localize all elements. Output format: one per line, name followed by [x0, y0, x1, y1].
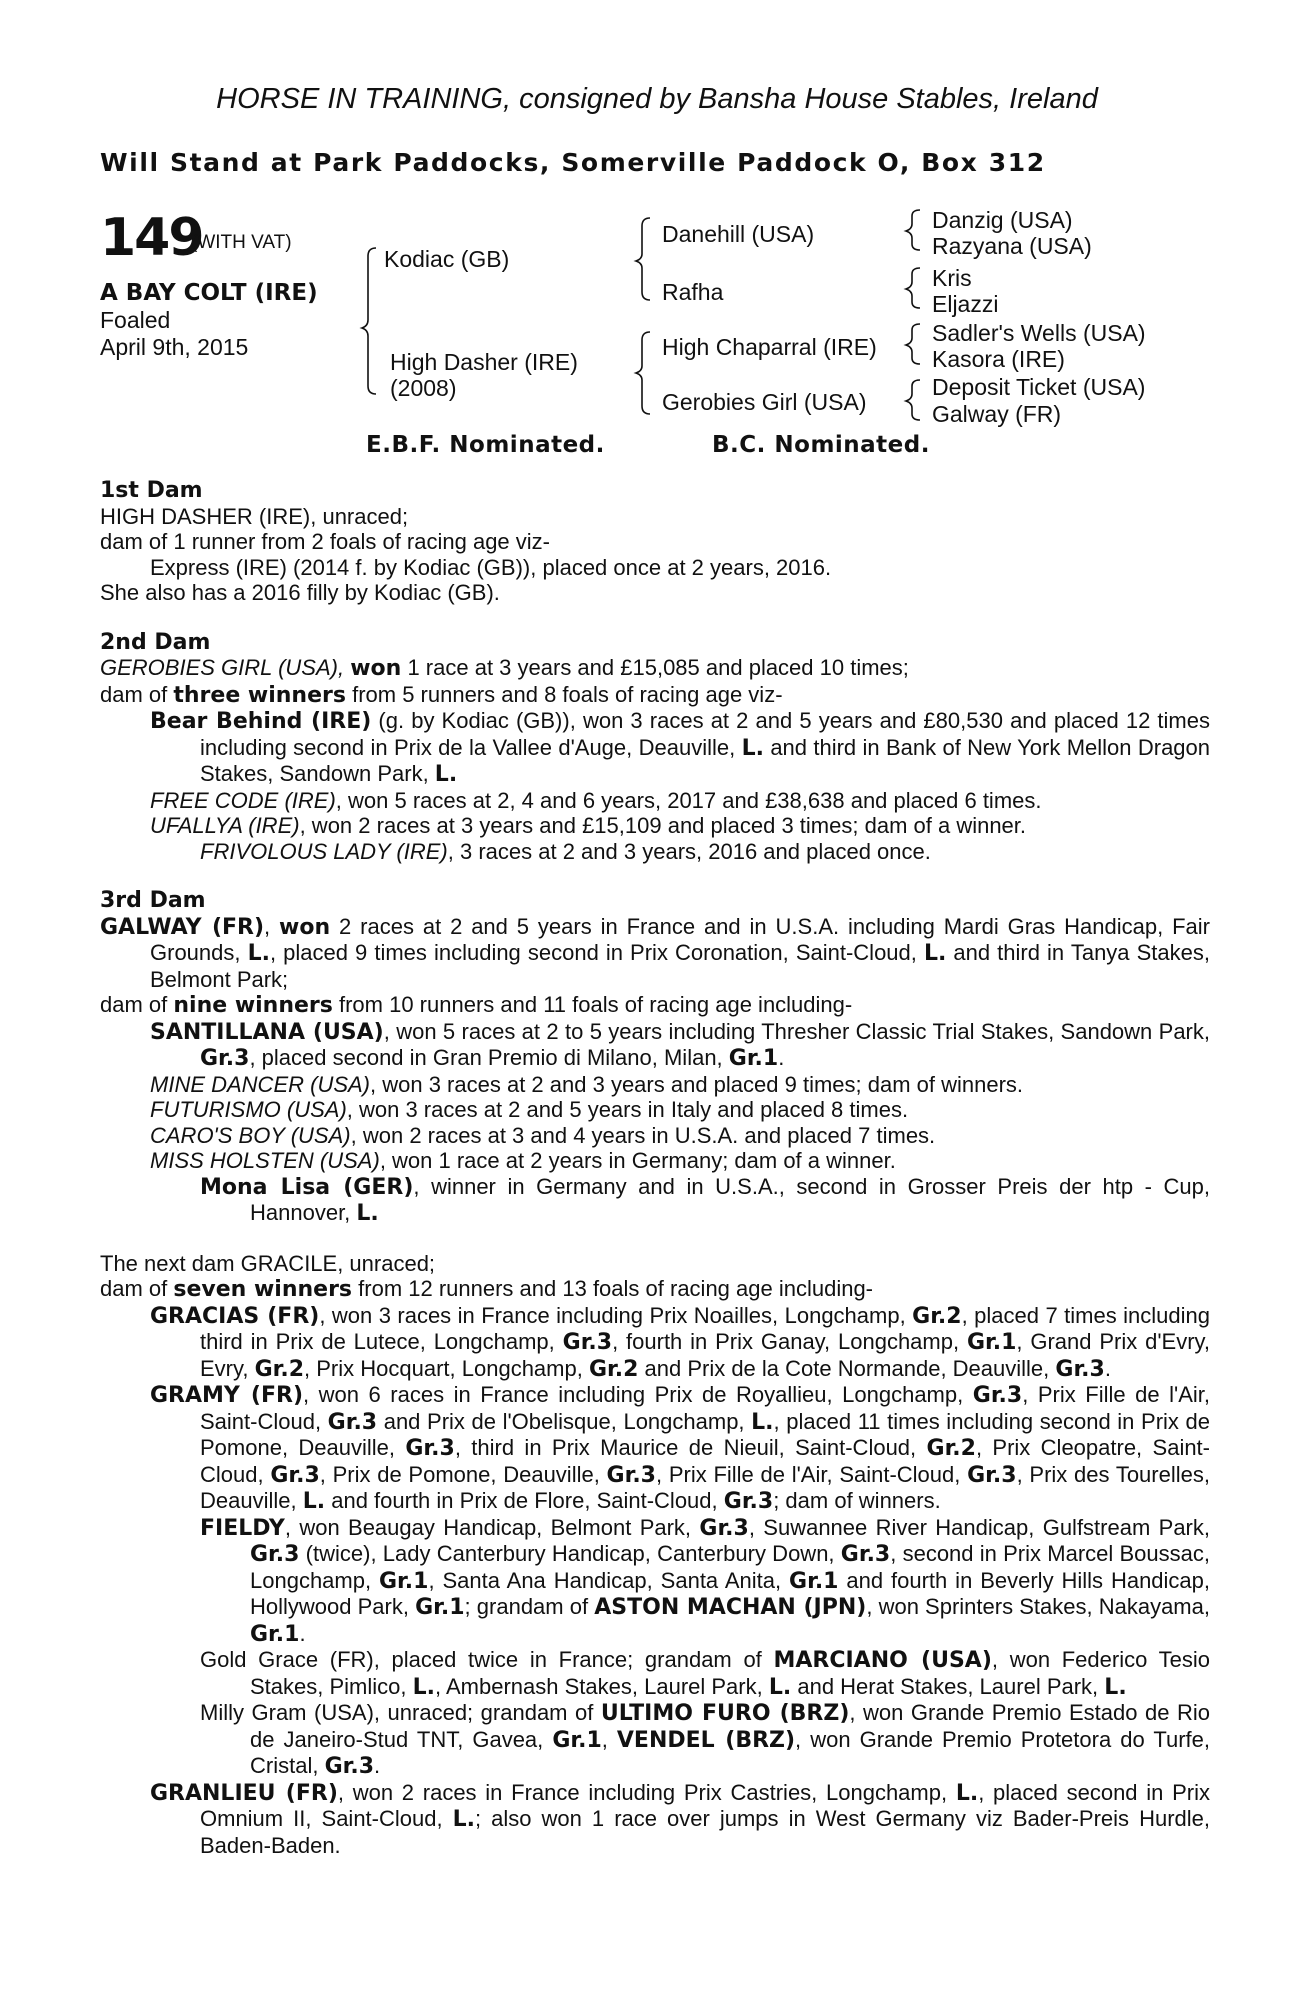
ggp-1: Razyana (USA): [932, 233, 1092, 259]
dam-year: (2008): [390, 375, 457, 401]
progeny-gracias: GRACIAS (FR), won 3 races in France including Prix Noailles, Longchamp, Gr.2, placed 7 times including third in Prix de Lutece, Longchamp, Gr.3, fourth in Prix Ganay, Longchamp, Gr.1, Grand Prix d'Evry, Evry, Gr.2, Prix Hocquart, Longchamp, Gr.2 and Prix de la Cote Normande, Deauville, Gr.3.: [150, 1302, 1210, 1382]
progeny-ufallya: UFALLYA (IRE), won 2 races at 3 years and £15,109 and placed 3 times; dam of a winner.: [150, 813, 1027, 838]
foaled-label: Foaled: [100, 307, 171, 333]
family-notes: [100, 478, 1210, 1858]
dam: High Dasher (IRE): [390, 349, 578, 375]
dam-sire: High Chaparral (IRE): [662, 334, 877, 360]
progeny-miss-holsten: MISS HOLSTEN (USA), won 1 race at 2 years in Germany; dam of a winner.: [150, 1148, 896, 1173]
stabling-location: Will Stand at Park Paddocks, Somerville Paddock O, Box 312: [100, 148, 1046, 177]
third-dam-galway: GALWAY (FR), won 2 races at 2 and 5 years in France and in U.S.A. including Mardi Gras Handicap, Fair Grounds, L., placed 9 times including second in Prix Coronation, Saint-Cloud, L. and third in Tanya Stakes, Belmont Park;: [100, 913, 1211, 992]
sire-sire: Danehill (USA): [662, 221, 815, 247]
third-dam-heading: 3rd Dam: [100, 888, 206, 913]
second-dam-line-2: dam of three winners from 5 runners and 8 foals of racing age viz-: [100, 681, 783, 708]
bracket-ggp2: [906, 268, 920, 308]
bracket-ggp1: [906, 210, 920, 250]
foaled-date: April 9th, 2015: [100, 334, 249, 360]
progeny-granlieu: GRANLIEU (FR), won 2 races in France including Prix Castries, Longchamp, L., placed second in Prix Omnium II, Saint-Cloud, L.; also won 1 race over jumps in West Germany viz Bader-Preis Hurdle, Baden-Baden.: [150, 1779, 1210, 1858]
progeny-mine-dancer: MINE DANCER (USA), won 3 races at 2 and 3 years and placed 9 times; dam of winners.: [150, 1071, 1024, 1097]
pedigree-brackets: [0, 0, 1314, 500]
vat-note: (WITH VAT): [191, 232, 292, 253]
bracket-ggp3: [906, 324, 920, 364]
progeny-futurismo: FUTURISMO (USA), won 3 races at 2 and 5 years in Italy and placed 8 times.: [150, 1097, 909, 1122]
bc-nomination: B.C. Nominated.: [712, 432, 930, 458]
bracket-sire: [636, 218, 650, 300]
first-dam-line-4: She also has a 2016 filly by Kodiac (GB).: [100, 580, 500, 605]
progeny-caros-boy: CARO'S BOY (USA), won 2 races at 3 and 4 years in U.S.A. and placed 7 times.: [150, 1122, 936, 1148]
ggp-0: Danzig (USA): [932, 207, 1073, 233]
grandprogeny-milly-gram: Milly Gram (USA), unraced; grandam of ULTIMO FURO (BRZ), won Grande Premio Estado de Rio de Janeiro-Stud TNT, Gavea, Gr.1, VENDEL (BRZ), won Grande Premio Protetora do Turfe, Cristal, Gr.3.: [200, 1700, 1210, 1779]
second-dam-line-1: GEROBIES GIRL (USA), won 1 race at 3 years and £15,085 and placed 10 times;: [100, 655, 909, 681]
progeny-santillana: SANTILLANA (USA), won 5 races at 2 to 5 years including Thresher Classic Trial Stakes, Sandown Park, Gr.3, placed second in Gran Premio di Milano, Milan, Gr.1.: [150, 1018, 1210, 1071]
ggp-2: Kris: [932, 265, 972, 291]
second-dam-heading: 2nd Dam: [100, 629, 211, 655]
progeny-bear-behind: Bear Behind (IRE) (g. by Kodiac (GB)), won 3 races at 2 and 5 years and £80,530 and placed 12 times including second in Prix de la Vallee d'Auge, Deauville, L. and third in Bank of New York Mellon Dragon Stakes, Sandown Park, L.: [150, 708, 1211, 787]
consignor-header: HORSE IN TRAINING, consigned by Bansha House Stables, Ireland: [216, 83, 1098, 115]
ebf-nomination: E.B.F. Nominated.: [366, 432, 605, 458]
ggp-4: Sadler's Wells (USA): [932, 320, 1146, 346]
ggp-6: Deposit Ticket (USA): [932, 374, 1146, 400]
bracket-dam: [636, 332, 650, 414]
ggp-5: Kasora (IRE): [932, 346, 1065, 372]
lot-number: 149: [100, 208, 203, 268]
first-dam-heading: 1st Dam: [100, 478, 203, 503]
grandprogeny-gold-grace: Gold Grace (FR), placed twice in France; grandam of MARCIANO (USA), won Federico Tesio Stakes, Pimlico, L., Ambernash Stakes, Laurel Park, L. and Herat Stakes, Laurel Park, L.: [200, 1647, 1210, 1700]
first-dam-line-1: HIGH DASHER (IRE), unraced;: [100, 503, 409, 529]
bracket-ggp4: [906, 380, 920, 420]
third-dam-produce: dam of nine winners from 10 runners and 11 foals of racing age including-: [100, 992, 853, 1018]
next-dam-produce: dam of seven winners from 12 runners and 13 foals of racing age including-: [100, 1276, 874, 1302]
next-dam-line-1: The next dam GRACILE, unraced;: [100, 1250, 436, 1276]
sire-dam: Rafha: [662, 279, 724, 305]
progeny-free-code: FREE CODE (IRE), won 5 races at 2, 4 and 6 years, 2017 and £38,638 and placed 6 times.: [150, 787, 1042, 813]
progeny-frivolous-lady: FRIVOLOUS LADY (IRE), 3 races at 2 and 3 years, 2016 and placed once.: [200, 838, 931, 864]
progeny-gramy: GRAMY (FR), won 6 races in France including Prix de Royallieu, Longchamp, Gr.3, Prix Fille de l'Air, Saint-Cloud, Gr.3 and Prix de l'Obelisque, Longchamp, L., placed 11 times including second in Prix de Pomone, Deauville, Gr.3, third in Prix Maurice de Nieuil, Saint-Cloud, Gr.2, Prix Cleopatre, Saint-Cloud, Gr.3, Prix de Pomone, Deauville, Gr.3, Prix Fille de l'Air, Saint-Cloud, Gr.3, Prix des Tourelles, Deauville, L. and fourth in Prix de Flore, Saint-Cloud, Gr.3; dam of winners.: [150, 1382, 1210, 1514]
dam-dam: Gerobies Girl (USA): [662, 389, 867, 415]
lot-description: A BAY COLT (IRE): [100, 280, 318, 306]
first-dam-line-2: dam of 1 runner from 2 foals of racing age viz-: [100, 529, 550, 554]
progeny-mona-lisa: Mona Lisa (GER), winner in Germany and in U.S.A., second in Grosser Preis der htp - Cup, Hannover, L.: [200, 1173, 1211, 1226]
bracket-lot: [362, 248, 376, 394]
ggp-7: Galway (FR): [932, 401, 1062, 427]
sire: Kodiac (GB): [384, 246, 510, 272]
ggp-3: Eljazzi: [932, 291, 999, 317]
grandprogeny-fieldy: FIELDY, won Beaugay Handicap, Belmont Park, Gr.3, Suwannee River Handicap, Gulfstream Park, Gr.3 (twice), Lady Canterbury Handicap, Canterbury Down, Gr.3, second in Prix Marcel Boussac, Longchamp, Gr.1, Santa Ana Handicap, Santa Anita, Gr.1 and fourth in Beverly Hills Handicap, Hollywood Park, Gr.1; grandam of ASTON MACHAN (JPN), won Sprinters Stakes, Nakayama, Gr.1.: [200, 1514, 1211, 1647]
first-dam-line-3: Express (IRE) (2014 f. by Kodiac (GB)), placed once at 2 years, 2016.: [150, 554, 832, 580]
